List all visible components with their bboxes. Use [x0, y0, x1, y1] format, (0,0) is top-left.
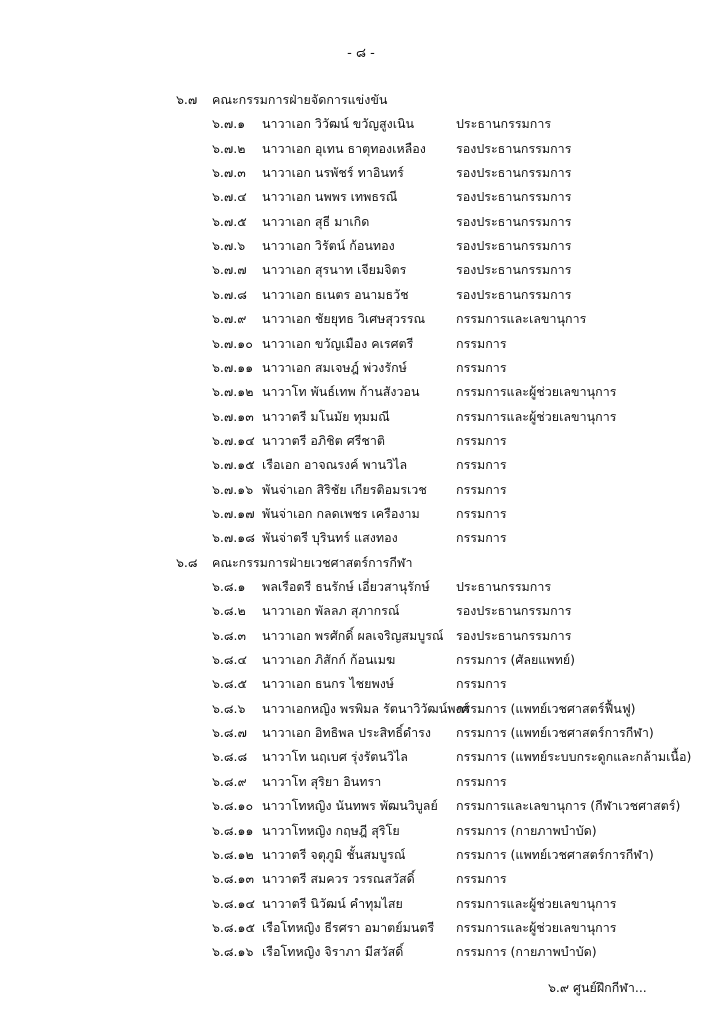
- member-name: นาวาเอก วิวัฒน์ ขวัญสูงเนิน: [262, 116, 415, 132]
- section-number: ๖.๘: [176, 554, 198, 570]
- member-role: กรรมการ: [456, 335, 507, 351]
- item-number: ๖.๘.๕: [212, 676, 247, 692]
- member-name: เรือโทหญิง จิราภา มีสวัสดิ์: [262, 944, 404, 960]
- member-name: นาวาตรี สมควร วรรณสวัสดิ์: [262, 871, 415, 887]
- member-role: กรรมการ: [456, 676, 507, 692]
- member-name: นาวาเอก ชัยยุทธ วิเศษสุวรรณ: [262, 311, 426, 327]
- item-number: ๖.๘.๘: [212, 749, 248, 765]
- item-number: ๖.๘.๖: [212, 700, 246, 716]
- item-number: ๖.๗.๔: [212, 189, 247, 205]
- member-role: กรรมการ: [456, 773, 507, 789]
- member-name: นาวาเอก พัลลภ สุภากรณ์: [262, 603, 400, 619]
- item-number: ๖.๗.๗: [212, 262, 247, 278]
- member-role: รองประธานกรรมการ: [456, 140, 572, 156]
- item-number: ๖.๗.๑๓: [212, 408, 254, 424]
- member-name: พันจ่าตรี บุรินทร์ แสงทอง: [262, 530, 398, 546]
- member-name: นาวาโท สุริยา อินทรา: [262, 773, 382, 789]
- member-role: กรรมการและเลขานุการ: [456, 311, 587, 327]
- member-name: นาวาเอก สุรนาท เจียมจิตร: [262, 262, 407, 278]
- member-role: กรรมการ (ศัลยแพทย์): [456, 652, 576, 668]
- item-number: ๖.๗.๒: [212, 140, 246, 156]
- member-name: นาวาโทหญิง นันทพร พัฒนวิบูลย์: [262, 798, 438, 814]
- member-role: กรรมการ (แพทย์เวชศาสตร์การกีฬา): [456, 725, 654, 741]
- item-number: ๖.๘.๒: [212, 603, 246, 619]
- member-role: กรรมการ (กายภาพบำบัด): [456, 822, 597, 838]
- member-role: ประธานกรรมการ: [456, 579, 552, 594]
- member-role: กรรมการ (แพทย์เวชศาสตร์การกีฬา): [456, 846, 654, 862]
- member-name: นาวาเอก วิรัตน์ ก้อนทอง: [262, 238, 395, 254]
- member-name: นาวาเอก อุเทน ธาตุทองเหลือง: [262, 140, 426, 156]
- item-number: ๖.๗.๓: [212, 165, 246, 181]
- member-name: พันจ่าเอก สิริชัย เกียรติอมรเวช: [262, 481, 427, 497]
- item-number: ๖.๘.๑๕: [212, 919, 255, 935]
- member-name: นาวาตรี จตุภูมิ ชั้นสมบูรณ์: [262, 846, 406, 862]
- item-number: ๖.๗.๑๘: [212, 530, 255, 546]
- item-number: ๖.๗.๑: [212, 116, 246, 132]
- member-name: นาวาเอก อิทธิพล ประสิทธิ์ดำรง: [262, 725, 431, 741]
- item-number: ๖.๗.๑๒: [212, 384, 254, 400]
- item-number: ๖.๗.๑๗: [212, 505, 255, 521]
- item-number: ๖.๗.๑๖: [212, 481, 254, 497]
- member-role: กรรมการ (กายภาพบำบัด): [456, 944, 597, 960]
- item-number: ๖.๗.๙: [212, 311, 247, 327]
- member-name: นาวาตรี มโนมัย ทุมมณี: [262, 408, 390, 424]
- item-number: ๖.๘.๗: [212, 725, 247, 741]
- member-role: กรรมการ: [456, 359, 507, 375]
- item-number: ๖.๗.๑๑: [212, 359, 254, 375]
- continuation-text: ๖.๙ ศูนย์ฝึกกีฬา...: [548, 980, 647, 995]
- member-name: นาวาตรี นิวัฒน์ คำทุมไสย: [262, 895, 403, 911]
- member-role: กรรมการ: [456, 530, 507, 546]
- item-number: ๖.๘.๔: [212, 652, 247, 668]
- member-role: กรรมการ (แพทย์เวชศาสตร์ฟื้นฟู): [456, 700, 636, 716]
- member-name: นาวาโทหญิง กฤษฎี สุริโย: [262, 822, 400, 838]
- member-name: นาวาเอก นรพัชร์ ทาอินทร์: [262, 165, 404, 181]
- item-number: ๖.๘.๑๐: [212, 798, 254, 814]
- section-title: คณะกรรมการฝ่ายจัดการแข่งขัน: [212, 92, 388, 107]
- member-name: นาวาเอก ธเนตร อนามธวัช: [262, 286, 409, 302]
- member-role: ประธานกรรมการ: [456, 116, 552, 132]
- member-role: กรรมการและเลขานุการ (กีฬาเวชศาสตร์): [456, 798, 681, 814]
- member-name: พลเรือตรี ธนรักษ์ เอี่ยวสานุรักษ์: [262, 579, 430, 594]
- member-role: รองประธานกรรมการ: [456, 189, 572, 205]
- member-name: นาวาโท พันธ์เทพ ก้านสังวอน: [262, 384, 420, 400]
- member-name: เรือโทหญิง ธีรศรา อมาตย์มนตรี: [262, 919, 435, 935]
- item-number: ๖.๘.๓: [212, 627, 247, 643]
- item-number: ๖.๘.๑๒: [212, 846, 254, 862]
- member-name: นาวาเอก สมเจษฎ์ พ่วงรักษ์: [262, 359, 407, 375]
- member-role: รองประธานกรรมการ: [456, 262, 572, 278]
- member-role: กรรมการ (แพทย์ระบบกระดูกและกล้ามเนื้อ): [456, 749, 692, 765]
- member-role: กรรมการและผู้ช่วยเลขานุการ: [456, 919, 617, 935]
- item-number: ๖.๘.๑๓: [212, 871, 255, 887]
- item-number: ๖.๘.๑๖: [212, 944, 254, 960]
- member-name: นาวาเอก ขวัญเมือง คเรศตรี: [262, 335, 414, 351]
- member-role: รองประธานกรรมการ: [456, 286, 572, 302]
- item-number: ๖.๘.๙: [212, 773, 247, 789]
- item-number: ๖.๘.๑: [212, 579, 246, 594]
- member-name: นาวาเอก ธนกร ไชยพงษ์: [262, 676, 395, 692]
- item-number: ๖.๗.๘: [212, 286, 247, 302]
- member-role: กรรมการ: [456, 457, 507, 473]
- member-name: พันจ่าเอก กลดเพชร เครืองาม: [262, 505, 420, 521]
- item-number: ๖.๘.๑๑: [212, 822, 254, 838]
- member-role: รองประธานกรรมการ: [456, 627, 572, 643]
- item-number: ๖.๗.๑๔: [212, 432, 255, 448]
- member-name: นาวาตรี อภิชิต ศรีชาติ: [262, 432, 385, 448]
- member-name: นาวาเอก พรศักดิ์ ผลเจริญสมบูรณ์: [262, 627, 444, 643]
- section-number: ๖.๗: [176, 92, 198, 107]
- member-role: กรรมการและผู้ช่วยเลขานุการ: [456, 408, 617, 424]
- member-name: นาวาเอก สุธี มาเกิด: [262, 213, 370, 229]
- member-role: กรรมการและผู้ช่วยเลขานุการ: [456, 384, 617, 400]
- member-role: รองประธานกรรมการ: [456, 165, 572, 181]
- member-name: เรือเอก อาจณรงค์ พานวิไล: [262, 457, 408, 473]
- page-number: - ๘ -: [347, 46, 375, 61]
- member-role: กรรมการ: [456, 505, 507, 521]
- item-number: ๖.๘.๑๔: [212, 895, 255, 911]
- member-role: กรรมการ: [456, 481, 507, 497]
- item-number: ๖.๗.๖: [212, 238, 246, 254]
- member-role: รองประธานกรรมการ: [456, 238, 572, 254]
- item-number: ๖.๗.๕: [212, 213, 247, 229]
- member-name: นาวาเอกหญิง พรพิมล รัตนาวิวัฒน์พงศ์: [262, 700, 470, 716]
- member-role: รองประธานกรรมการ: [456, 213, 572, 229]
- item-number: ๖.๗.๑๕: [212, 457, 255, 473]
- member-name: นาวาเอก ภิสักก์ ก้อนเมฆ: [262, 652, 396, 668]
- member-role: กรรมการและผู้ช่วยเลขานุการ: [456, 895, 617, 911]
- section-title: คณะกรรมการฝ่ายเวชศาสตร์การกีฬา: [212, 554, 413, 570]
- member-role: รองประธานกรรมการ: [456, 603, 572, 619]
- member-role: กรรมการ: [456, 871, 507, 887]
- member-name: นาวาเอก นพพร เทพธรณี: [262, 189, 398, 205]
- member-role: กรรมการ: [456, 432, 507, 448]
- item-number: ๖.๗.๑๐: [212, 335, 253, 351]
- member-name: นาวาโท นฤเบศ รุ่งรัตนวิไล: [262, 749, 408, 765]
